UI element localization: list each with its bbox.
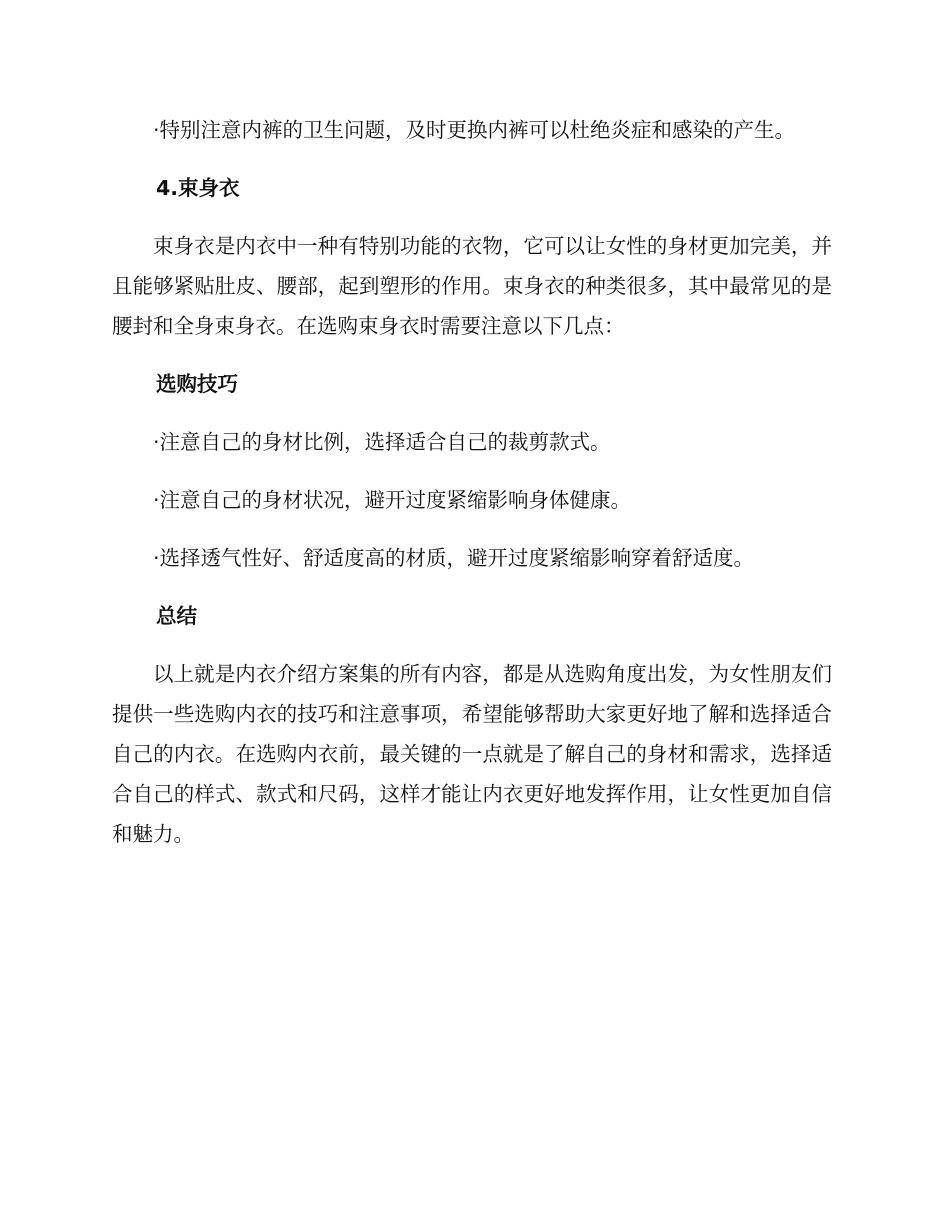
bullet-body-condition: ·注意自己的身材状况，避开过度紧缩影响身体健康。: [153, 488, 632, 512]
bullet-underwear-hygiene: ·特别注意内裤的卫生问题，及时更换内裤可以杜绝炎症和感染的产生。: [153, 118, 796, 142]
paragraph-summary: 以上就是内衣介绍方案集的所有内容，都是从选购角度出发，为女性朋友们提供一些选购内衣的技巧和注意事项，希望能够帮助大家更好地了解和选择适合自己的内衣。在选购内衣前，最关键的一点就是了解自己的身材和需求，选择适合自己的样式、款式和尺码，这样才能让内衣更好地发挥作用，让女性更加自信和魅力。: [112, 662, 832, 846]
document-page: [112, 110, 832, 872]
paragraph-corset-intro: 束身衣是内衣中一种有特别功能的衣物，它可以让女性的身材更加完美，并且能够紧贴肚皮、腰部，起到塑形的作用。束身衣的种类很多，其中最常见的是腰封和全身束身衣。在选购束身衣时需要注意以下几点：: [112, 234, 832, 338]
section-heading-summary: 总结: [156, 604, 197, 628]
section-heading-corset: 4.束身衣: [156, 176, 240, 200]
bullet-body-proportion: ·注意自己的身材比例，选择适合自己的裁剪款式。: [153, 430, 611, 454]
bullet-breathable-material: ·选择透气性好、舒适度高的材质，避开过度紧缩影响穿着舒适度。: [153, 546, 755, 570]
subheading-buying-tips: 选购技巧: [156, 372, 238, 396]
